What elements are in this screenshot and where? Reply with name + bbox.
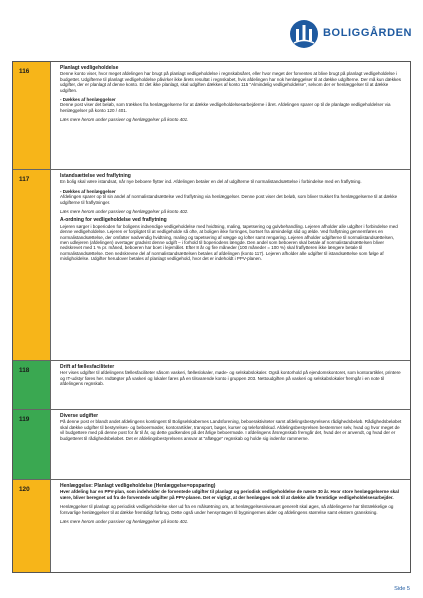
brand-name: BOLIGGÅRDEN <box>323 27 413 39</box>
section-body <box>51 62 410 169</box>
boliggaarden-logo <box>289 17 411 51</box>
account-number: 119 <box>13 410 51 479</box>
section-row-117 <box>13 170 410 361</box>
section-note: Læs mere herom under passiver og henlæggelser på konto 402. <box>60 209 189 215</box>
account-number: 116 <box>13 62 51 169</box>
account-number: 117 <box>13 170 51 360</box>
page-number: Side 5 <box>394 586 410 592</box>
section-paragraph: Lejeren sørger i boperioden for boligens indvendige vedligeholdelse med hvidtning, maling, tapetsering og gulvbehandling. Lejeren afholder alle udgifter i forbindelse med denne vedligeholdelse. Lejeren er forpligtet til at vedligeholde så ofte, at boligen ikke forringes, bortset fra almindeligt slid og ælde. Ved fraflytning gennemføres en normalistandsættelse, der omfatter nødvendig hvidtning, maling og tapetsering af vægge og lofter samt rengøring. Lejeren afholder udgifterne til normalistandsættelsen, men udlejeren (afdelingen) overtager gradvist denne udgift – i forhold til boperiodens længde. Den andel som beboeren skal betale af normalistandsættelsen bliver nedskrevet med 1 % pr. måned, beboeren har boet i lejemålet. Efter 8 år og fire måneder (100 måneder = 100 %) skal fraflytteren ikke længere betale til normalistandsættelse. Den nedskrevne del af normalistandsættelsen betales af afdelingen (konto 117). Lejeren afholder alle udgifter til istandsættelse som følge af misligholdelse. Udgifter herudover betales af planlagt vedligehold, hvor det er indeholdt i PPV-planen. <box>60 223 398 262</box>
logo-mark-icon <box>289 17 319 51</box>
section-subheading: - Dækkes af henlæggelser <box>60 97 116 103</box>
section-body <box>51 410 410 479</box>
section-subtitle: A-ordning for vedligeholdelse ved fraflytning <box>60 217 167 224</box>
section-body <box>51 361 410 409</box>
section-paragraph: På denne post er blandt andet afdelingens kontingent til Boligselskabernes Landsforening, beboeraktiviteter samt afdelingsbestyrelsens rådighedsbeløb. Rådighedsbeløbet skal dække udgifter til bestyrelses- og beboermøder, kontorartikler, transport, bøger, kurser og telefontilskud. Afdelingsbestyrelsen bestemmer selv, hvad og hvor meget de vil budgettere med på denne post for år til år, og dette godkendes på det årlige beboermøde. I afdelingens årsregnskab fremgår det, hvad der er anvendt, og hvad der er budgetteret til rådighedsbeløbet. Det er afdelingsbestyrelsens ansvar at "aflægge" regnskab og holde sig indenfor rammerne. <box>60 419 402 441</box>
section-row-118 <box>13 361 410 410</box>
section-title: Planlagt vedligeholdelse <box>60 65 119 71</box>
account-number: 118 <box>13 361 51 409</box>
section-row-119 <box>13 410 410 480</box>
section-title: Istandsættelse ved fraflytning <box>60 173 131 179</box>
account-table <box>12 61 411 573</box>
section-body <box>51 170 410 360</box>
section-subheading: - Dækkes af henlæggelser <box>60 188 116 194</box>
section-paragraph: Henlæggelser til planlagt og periodisk vedligeholdelse sker ud fra en målsætning om, at henlæggelsesniveauet generelt skal øges, så afdelingerne har tilstrækkelige og forsvarlige henlæggelser til at dække fremtidigt forbrug. Dette også under hensyntagen til bygningernes alder og afdelingens størrelse samt ekstern granskning. <box>60 504 394 515</box>
section-title: Drift af fællesfaciliteter <box>60 364 115 370</box>
account-number: 120 <box>13 480 51 572</box>
section-note: Læs mere herom under passiver og henlæggelser på konto 401. <box>60 519 189 525</box>
section-paragraph: Hver afdeling har en PPV-plan, som indeholder de forventede udgifter til planlagt og periodisk vedligeholdelse de næste 30 år. Hvor store henlæggelserne skal være, bliver beregnet ud fra de forventede udgifter på PPV-planen. Det er vigtigt, at der henlægges nok til at dække alle fremtidige vedligeholdelsesarbejder. <box>60 489 399 500</box>
section-row-120 <box>13 480 410 572</box>
section-note: Læs mere herom under passiver og henlæggelser på konto 401. <box>60 117 189 123</box>
section-body <box>51 480 410 572</box>
section-paragraph: Afdelingen sparer op til sin andel af normalistandsættelse ved fraflytning via henlæggelser. Denne post viser det beløb, som bliver trukket fra henlæggelserne til at dække udgifterne til fraflytninger. <box>60 194 398 205</box>
section-row-116 <box>13 62 410 170</box>
section-paragraph: En bolig skal være istandsat, når nye beboere flytter ind. Afdelingen betaler en del af udgifterne til normalistandsættelse i forbindelse med en fraflytning. <box>60 179 362 185</box>
section-title: Henlæggelse: Planlagt vedligeholdelse (Henlæggelse=opsparing) <box>60 483 216 489</box>
section-paragraph: Denne post viser det beløb, som trækkes fra henlæggelserne for at dække vedligeholdelsesarbejderne i året. Afdelingen sparer op til de planlagte vedligeholdelser via henlæggelser på konto 120 / 401. <box>60 102 391 113</box>
section-title: Diverse udgifter <box>60 413 99 419</box>
section-paragraph: Her vises udgifter til afdelingens fællesfaciliteter såsom vaskeri, fælleslokaler, møde- og selskabslokaler. Også kontorhold på ejendomskontoret, som kontorartikler, printere og IT-udstyr føres her. Indtægter på vaskeri og lokaler føres på en tilsvarende konto i gruppen 203. Nettoudgiften på vaskeri og selskabslokaler fremgår i en note til afdelingens regnskab. <box>60 370 401 387</box>
section-paragraph: Denne konto viser, hvor meget afdelingen har brugt på planlagt vedligeholdelse i regnskabsåret, eller hvor meget der forventes at blive brugt på planlagt vedligeholdelse i budgettet. Udgifterne til planlagt vedligeholdelse påvirker ikke årets resultat i regnskabet, hvis afdelingen har nok henlæggelser til at dække udgifterne. Der må kun dækkes udgifter, der er planlagt af denne konto. Er det ikke planlagt, skal udgiften dækkes af konto 115 "Almindelig vedligeholdelse", selvom der er henlæggelser til at dække udgiften. <box>60 71 401 93</box>
